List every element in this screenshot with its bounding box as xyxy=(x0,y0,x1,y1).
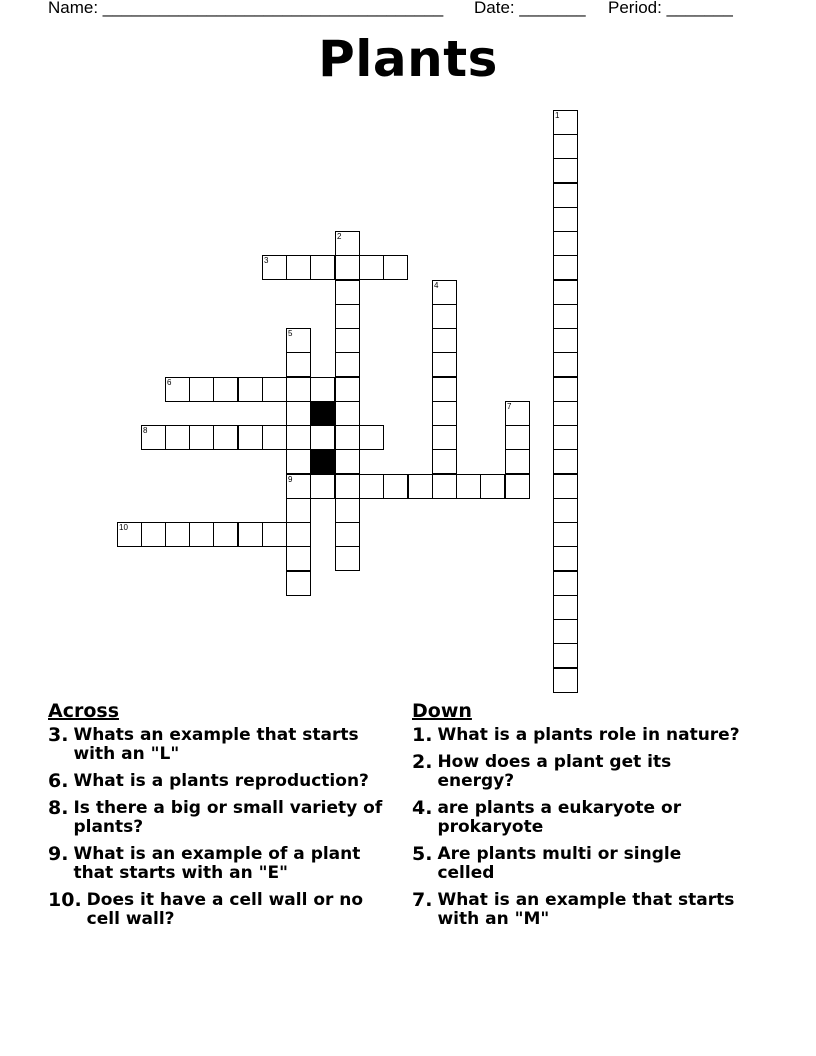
clue-text: Whats an example that starts with an "L" xyxy=(73,725,359,764)
grid-cell[interactable] xyxy=(553,668,578,693)
clue-text: How does a plant get its energy? xyxy=(437,752,672,791)
grid-cell[interactable] xyxy=(335,401,360,426)
name-blank: ____________________________________ xyxy=(102,0,444,17)
grid-cell[interactable] xyxy=(553,255,578,280)
grid-cell[interactable] xyxy=(553,158,578,183)
grid-cell[interactable] xyxy=(335,522,360,547)
clue-number-7: 7 xyxy=(507,402,512,411)
grid-cell[interactable] xyxy=(456,474,481,499)
grid-cell[interactable] xyxy=(553,522,578,547)
name-label: Name: xyxy=(48,0,103,17)
grid-cell[interactable] xyxy=(505,474,530,499)
grid-cell[interactable] xyxy=(553,425,578,450)
grid-cell[interactable] xyxy=(286,352,311,377)
grid-cell[interactable] xyxy=(553,401,578,426)
grid-cell[interactable] xyxy=(383,474,408,499)
grid-cell[interactable] xyxy=(286,522,311,547)
down-clue xyxy=(412,726,742,745)
grid-cell[interactable] xyxy=(238,522,263,547)
grid-cell[interactable] xyxy=(432,474,457,499)
grid-cell[interactable] xyxy=(189,377,214,402)
grid-cell[interactable] xyxy=(286,449,311,474)
grid-cell[interactable] xyxy=(286,401,311,426)
clue-number: 4. xyxy=(412,797,433,819)
grid-cell[interactable] xyxy=(553,449,578,474)
grid-cell[interactable] xyxy=(359,474,384,499)
grid-cell[interactable] xyxy=(359,255,384,280)
clue-number-10: 10 xyxy=(119,523,128,532)
grid-cell[interactable] xyxy=(432,377,457,402)
grid-cell-blocked xyxy=(310,449,335,474)
across-clues xyxy=(48,700,383,937)
grid-cell[interactable] xyxy=(335,328,360,353)
grid-cell[interactable] xyxy=(286,498,311,523)
grid-cell-blocked xyxy=(310,401,335,426)
grid-cell[interactable] xyxy=(553,595,578,620)
clue-number-4: 4 xyxy=(434,281,439,290)
grid-cell[interactable] xyxy=(141,522,166,547)
grid-cell[interactable] xyxy=(286,546,311,571)
across-clue xyxy=(48,772,383,791)
grid-cell[interactable] xyxy=(286,377,311,402)
grid-cell[interactable] xyxy=(310,425,335,450)
grid-cell[interactable] xyxy=(553,207,578,232)
grid-cell[interactable] xyxy=(553,377,578,402)
grid-cell[interactable] xyxy=(335,352,360,377)
page-title: Plants xyxy=(318,30,498,88)
grid-cell[interactable] xyxy=(432,328,457,353)
clue-text: Are plants multi or single celled xyxy=(437,844,682,883)
grid-cell[interactable] xyxy=(553,619,578,644)
grid-cell[interactable] xyxy=(335,498,360,523)
grid-cell[interactable] xyxy=(165,522,190,547)
grid-cell[interactable] xyxy=(553,231,578,256)
across-clue xyxy=(48,845,383,883)
across-heading: Across xyxy=(48,700,120,722)
grid-cell[interactable] xyxy=(310,377,335,402)
grid-cell[interactable] xyxy=(335,280,360,305)
clue-text: What is a plants reproduction? xyxy=(73,771,369,791)
grid-cell[interactable] xyxy=(480,474,505,499)
down-clue xyxy=(412,753,742,791)
clue-text: are plants a eukaryote or prokaryote xyxy=(437,798,682,837)
grid-cell[interactable] xyxy=(335,304,360,329)
grid-cell[interactable] xyxy=(189,425,214,450)
grid-cell[interactable] xyxy=(553,498,578,523)
grid-cell[interactable] xyxy=(213,377,238,402)
clue-number-9: 9 xyxy=(288,475,293,484)
grid-cell[interactable] xyxy=(286,425,311,450)
clue-number: 8. xyxy=(48,797,69,819)
clue-number-1: 1 xyxy=(555,111,560,120)
grid-cell[interactable] xyxy=(359,425,384,450)
grid-cell[interactable] xyxy=(505,425,530,450)
across-clue xyxy=(48,799,383,837)
grid-cell[interactable] xyxy=(553,571,578,596)
grid-cell[interactable] xyxy=(165,425,190,450)
grid-cell[interactable] xyxy=(286,255,311,280)
clue-number-8: 8 xyxy=(143,426,148,435)
clue-number: 9. xyxy=(48,843,69,865)
grid-cell[interactable] xyxy=(432,304,457,329)
date-field[interactable]: Date: _______ xyxy=(474,0,586,17)
grid-cell[interactable] xyxy=(189,522,214,547)
grid-cell[interactable] xyxy=(335,425,360,450)
grid-cell[interactable] xyxy=(335,546,360,571)
grid-cell[interactable] xyxy=(213,425,238,450)
across-clue xyxy=(48,891,383,929)
down-clue xyxy=(412,799,742,837)
period-field[interactable]: Period: _______ xyxy=(608,0,733,17)
clue-number: 7. xyxy=(412,889,433,911)
name-field[interactable] xyxy=(48,0,443,18)
grid-cell[interactable] xyxy=(262,425,287,450)
grid-cell[interactable] xyxy=(213,522,238,547)
grid-cell[interactable] xyxy=(505,449,530,474)
grid-cell[interactable] xyxy=(238,425,263,450)
across-clue xyxy=(48,726,383,764)
grid-cell[interactable] xyxy=(553,643,578,668)
grid-cell[interactable] xyxy=(432,352,457,377)
clue-text: Does it have a cell wall or no cell wall? xyxy=(86,890,364,929)
grid-cell[interactable] xyxy=(553,183,578,208)
clue-text: What is an example of a plant that starts with an "E" xyxy=(73,844,361,883)
clue-number: 2. xyxy=(412,751,433,773)
down-clues xyxy=(412,700,742,937)
grid-cell[interactable] xyxy=(262,522,287,547)
grid-cell[interactable] xyxy=(262,377,287,402)
clue-number: 6. xyxy=(48,770,69,792)
grid-cell[interactable] xyxy=(238,377,263,402)
clue-number: 5. xyxy=(412,843,433,865)
clue-number-3: 3 xyxy=(264,256,269,265)
clue-number-2: 2 xyxy=(337,232,342,241)
grid-cell[interactable] xyxy=(286,571,311,596)
grid-cell[interactable] xyxy=(310,255,335,280)
grid-cell[interactable] xyxy=(408,474,433,499)
grid-cell[interactable] xyxy=(432,401,457,426)
grid-cell[interactable] xyxy=(553,352,578,377)
clue-text: Is there a big or small variety of plants? xyxy=(73,798,383,837)
grid-cell[interactable] xyxy=(310,474,335,499)
grid-cell[interactable] xyxy=(335,255,360,280)
clue-number: 3. xyxy=(48,724,69,746)
grid-cell[interactable] xyxy=(553,134,578,159)
grid-cell[interactable] xyxy=(335,377,360,402)
clue-number: 1. xyxy=(412,724,433,746)
grid-cell[interactable] xyxy=(553,546,578,571)
clue-number-5: 5 xyxy=(288,329,293,338)
grid-cell[interactable] xyxy=(553,304,578,329)
clue-text: What is an example that starts with an "M" xyxy=(437,890,735,929)
grid-cell[interactable] xyxy=(553,328,578,353)
clue-number-6: 6 xyxy=(167,378,172,387)
down-clue xyxy=(412,845,742,883)
clue-number: 10. xyxy=(48,889,82,911)
grid-cell[interactable] xyxy=(335,474,360,499)
grid-cell[interactable] xyxy=(335,449,360,474)
grid-cell[interactable] xyxy=(432,449,457,474)
grid-cell[interactable] xyxy=(553,280,578,305)
grid-cell[interactable] xyxy=(432,425,457,450)
grid-cell[interactable] xyxy=(553,474,578,499)
down-heading: Down xyxy=(412,700,472,722)
clue-text: What is a plants role in nature? xyxy=(437,725,740,745)
down-clue xyxy=(412,891,742,929)
grid-cell[interactable] xyxy=(383,255,408,280)
